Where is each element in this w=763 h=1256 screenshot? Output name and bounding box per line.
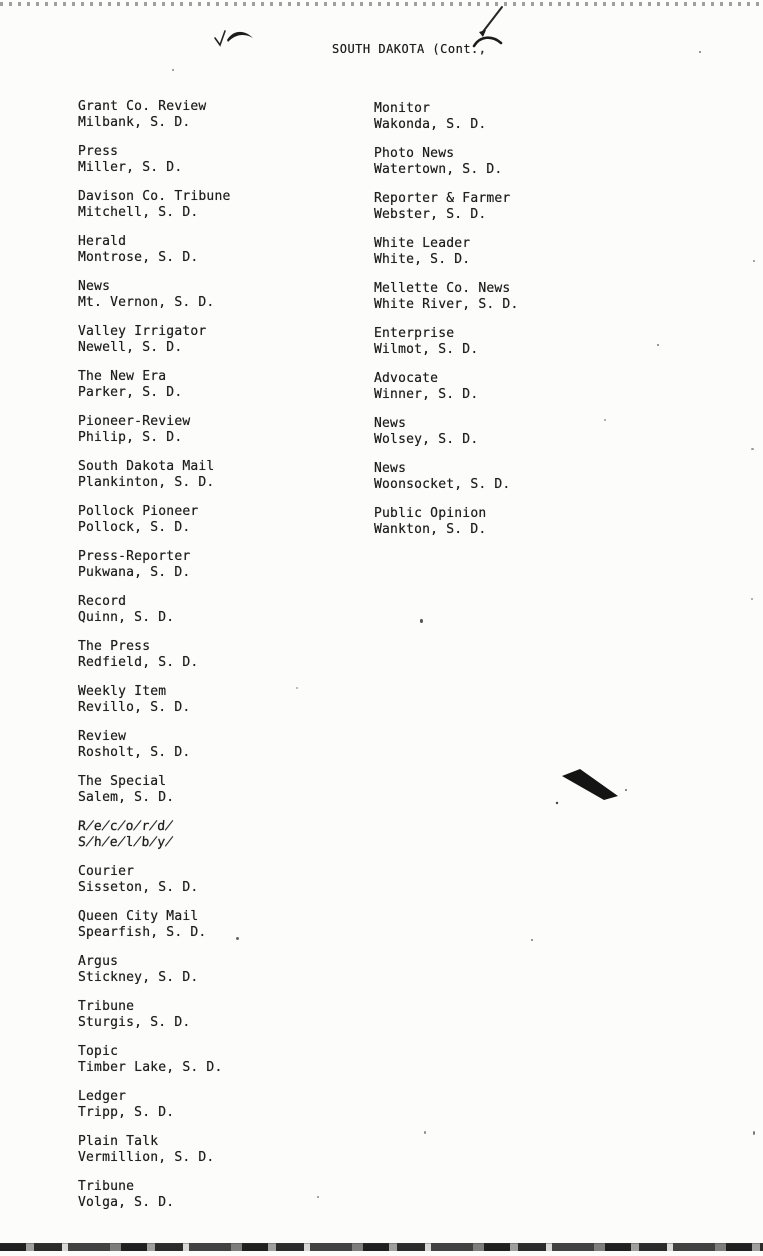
newspaper-name: R̸e̸c̸o̸r̸d̸	[77, 819, 174, 834]
newspaper-entry	[78, 954, 231, 986]
newspaper-entry	[374, 146, 518, 178]
newspaper-city: Revillo, S. D.	[78, 700, 191, 715]
newspaper-entry	[78, 1134, 231, 1166]
newspaper-entry	[78, 774, 231, 806]
newspaper-city: Sturgis, S. D.	[78, 1015, 191, 1030]
newspaper-name: Review	[78, 729, 127, 744]
newspaper-name: Davison Co. Tribune	[78, 189, 231, 204]
newspaper-name: News	[78, 279, 111, 294]
newspaper-name: Monitor	[374, 101, 431, 116]
newspaper-entry	[78, 99, 231, 131]
newspaper-city: Wankton, S. D.	[374, 522, 487, 537]
scan-speck	[424, 1131, 426, 1134]
newspaper-entry	[78, 684, 231, 716]
page-edge-bottom	[0, 1243, 763, 1251]
newspaper-entry	[374, 461, 518, 493]
newspaper-city: Mt. Vernon, S. D.	[78, 295, 215, 310]
newspaper-city: Pukwana, S. D.	[78, 565, 191, 580]
newspaper-name: Press-Reporter	[78, 549, 191, 564]
newspaper-city: Rosholt, S. D.	[78, 745, 191, 760]
newspaper-entry	[78, 1089, 231, 1121]
newspaper-entry	[78, 594, 231, 626]
newspaper-entry	[78, 324, 231, 356]
newspaper-entry	[78, 909, 231, 941]
newspaper-name: The Press	[78, 639, 151, 654]
newspaper-city: Plankinton, S. D.	[78, 475, 215, 490]
newspaper-name: Tribune	[78, 1179, 135, 1194]
newspaper-entry	[78, 864, 231, 896]
newspaper-name: The New Era	[78, 369, 167, 384]
newspaper-city: Milbank, S. D.	[78, 115, 191, 130]
newspaper-city: Wilmot, S. D.	[374, 342, 479, 357]
newspaper-entry	[78, 639, 231, 671]
newspaper-entry	[78, 999, 231, 1031]
newspaper-city: Volga, S. D.	[78, 1195, 175, 1210]
newspaper-city: Watertown, S. D.	[374, 162, 503, 177]
scan-speck	[531, 939, 533, 941]
newspaper-city: White River, S. D.	[374, 297, 519, 312]
newspaper-name: Courier	[78, 864, 135, 879]
newspaper-entry	[78, 504, 231, 536]
newspaper-city: Montrose, S. D.	[78, 250, 199, 265]
newspaper-entry	[78, 729, 231, 761]
scan-speck	[699, 51, 701, 53]
newspaper-name: Tribune	[78, 999, 135, 1014]
newspaper-name: Ledger	[78, 1089, 127, 1104]
newspaper-name: Pioneer-Review	[78, 414, 191, 429]
newspaper-entry	[78, 189, 231, 221]
newspaper-entry	[374, 236, 518, 268]
newspaper-entry	[78, 1179, 231, 1211]
newspaper-name: Press	[78, 144, 119, 159]
newspaper-entry	[374, 371, 518, 403]
newspaper-entry	[374, 326, 518, 358]
scan-speck	[751, 448, 754, 450]
newspaper-name: The Special	[78, 774, 167, 789]
page-edge-dots-top	[0, 2, 763, 6]
newspaper-city: Sisseton, S. D.	[78, 880, 199, 895]
newspaper-city: Webster, S. D.	[374, 207, 487, 222]
newspaper-name: Advocate	[374, 371, 439, 386]
newspaper-name: News	[374, 461, 407, 476]
newspaper-entry	[78, 819, 231, 851]
left-column	[78, 99, 231, 1224]
page-title: SOUTH DAKOTA (Cont.,	[332, 42, 487, 56]
handwritten-check-left-icon	[212, 24, 258, 52]
ink-stroke-icon	[550, 760, 634, 810]
newspaper-entry	[78, 549, 231, 581]
newspaper-entry	[374, 416, 518, 448]
newspaper-city: Winner, S. D.	[374, 387, 479, 402]
newspaper-name: Herald	[78, 234, 127, 249]
newspaper-city: Timber Lake, S. D.	[78, 1060, 223, 1075]
scan-speck	[317, 1196, 319, 1198]
newspaper-name: Queen City Mail	[78, 909, 199, 924]
newspaper-city: Newell, S. D.	[78, 340, 183, 355]
newspaper-entry	[78, 234, 231, 266]
right-column	[374, 101, 518, 551]
scan-speck	[751, 598, 753, 600]
newspaper-city: Spearfish, S. D.	[78, 925, 207, 940]
newspaper-city: Salem, S. D.	[78, 790, 175, 805]
newspaper-name: Topic	[78, 1044, 119, 1059]
newspaper-name: Public Opinion	[374, 506, 487, 521]
newspaper-city: S̸h̸e̸l̸b̸y̸	[77, 835, 174, 850]
newspaper-city: Mitchell, S. D.	[78, 205, 199, 220]
newspaper-city: Redfield, S. D.	[78, 655, 199, 670]
newspaper-city: White, S. D.	[374, 252, 471, 267]
scan-speck	[172, 69, 174, 71]
scan-speck	[657, 344, 659, 346]
newspaper-entry	[78, 459, 231, 491]
newspaper-city: Parker, S. D.	[78, 385, 183, 400]
newspaper-name: Pollock Pioneer	[78, 504, 199, 519]
newspaper-entry	[78, 414, 231, 446]
newspaper-city: Stickney, S. D.	[78, 970, 199, 985]
newspaper-entry	[374, 506, 518, 538]
scan-speck	[753, 260, 755, 262]
newspaper-city: Quinn, S. D.	[78, 610, 175, 625]
newspaper-entry	[78, 144, 231, 176]
newspaper-name: Photo News	[374, 146, 455, 161]
newspaper-name: Argus	[78, 954, 119, 969]
newspaper-city: Philip, S. D.	[78, 430, 183, 445]
newspaper-name: South Dakota Mail	[78, 459, 215, 474]
newspaper-name: Grant Co. Review	[78, 99, 207, 114]
newspaper-entry	[78, 1044, 231, 1076]
handwritten-check-right-icon	[458, 4, 512, 52]
newspaper-name: White Leader	[374, 236, 471, 251]
newspaper-name: Valley Irrigator	[78, 324, 207, 339]
newspaper-city: Wolsey, S. D.	[374, 432, 479, 447]
newspaper-city: Tripp, S. D.	[78, 1105, 175, 1120]
scan-speck	[296, 687, 298, 689]
newspaper-name: Weekly Item	[78, 684, 167, 699]
newspaper-entry	[374, 281, 518, 313]
newspaper-entry	[78, 369, 231, 401]
newspaper-name: Record	[78, 594, 127, 609]
scan-speck	[753, 1131, 755, 1135]
newspaper-entry	[374, 191, 518, 223]
scan-speck	[420, 619, 423, 623]
newspaper-name: Plain Talk	[78, 1134, 159, 1149]
scan-speck	[236, 937, 239, 940]
newspaper-city: Miller, S. D.	[78, 160, 183, 175]
newspaper-name: Enterprise	[374, 326, 455, 341]
newspaper-name: Mellette Co. News	[374, 281, 511, 296]
newspaper-entry	[78, 279, 231, 311]
newspaper-city: Vermillion, S. D.	[78, 1150, 215, 1165]
newspaper-name: Reporter & Farmer	[374, 191, 511, 206]
newspaper-name: News	[374, 416, 407, 431]
newspaper-city: Wakonda, S. D.	[374, 117, 487, 132]
newspaper-entry	[374, 101, 518, 133]
scan-speck	[604, 419, 606, 421]
newspaper-city: Pollock, S. D.	[78, 520, 191, 535]
newspaper-city: Woonsocket, S. D.	[374, 477, 511, 492]
